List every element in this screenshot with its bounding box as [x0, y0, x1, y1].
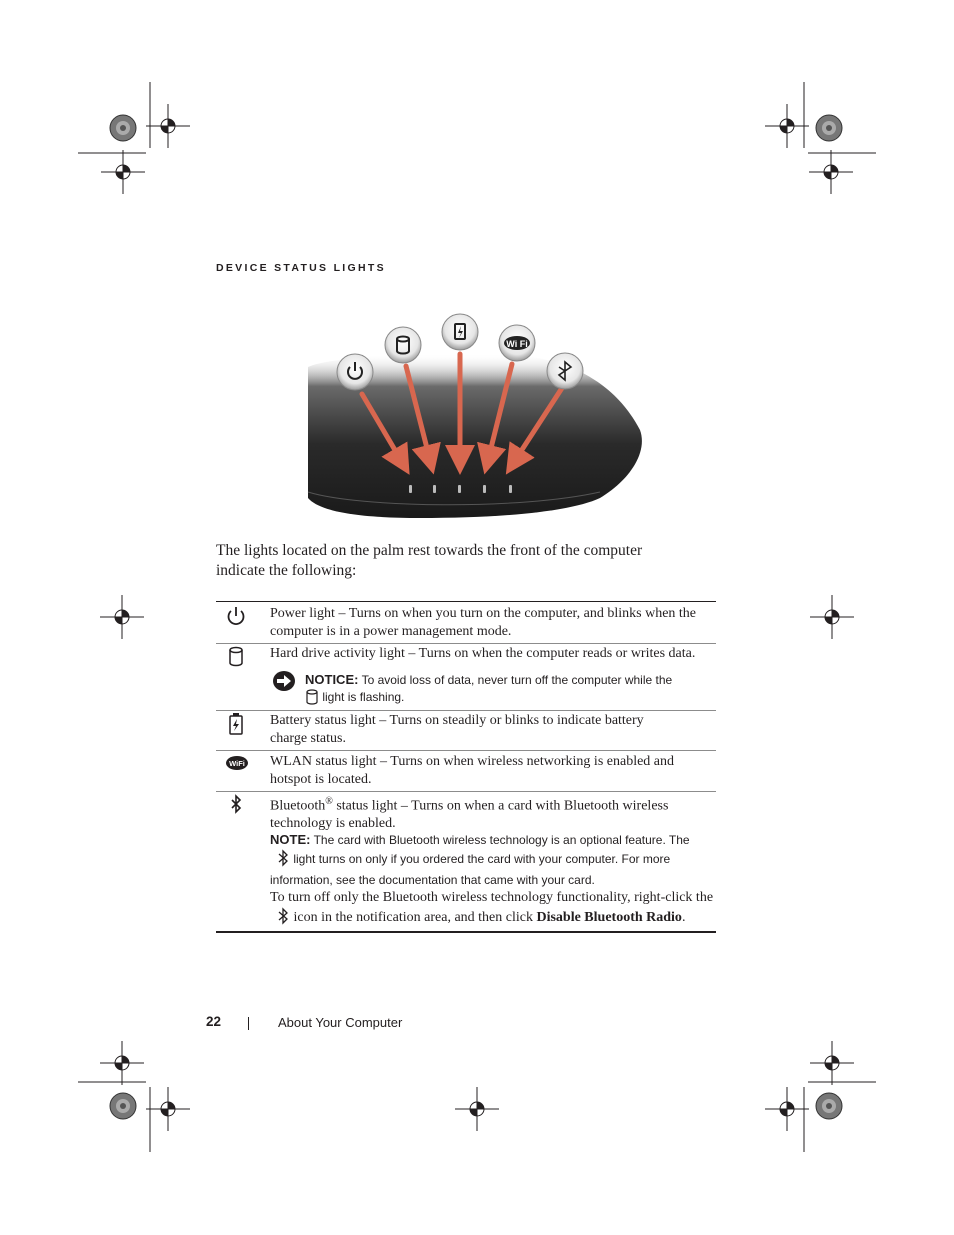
battery-icon	[224, 712, 254, 736]
wlan-light-description: WLAN status light – Turns on when wireless networking is enabled and hotspot is located.	[270, 754, 675, 787]
row-divider	[216, 750, 716, 751]
note-label: NOTE:	[270, 832, 311, 847]
row-divider	[216, 710, 716, 711]
page-number: 22	[206, 1014, 222, 1029]
turnoff-text-continued: icon in the notification area, and then click	[293, 909, 537, 925]
svg-text:WiFi: WiFi	[229, 759, 245, 768]
bluetooth-icon	[276, 907, 290, 931]
note-block	[270, 831, 716, 889]
svg-text:Wi Fi: Wi Fi	[506, 339, 528, 349]
palm-rest-illustration	[300, 312, 650, 524]
turnoff-period: .	[681, 909, 686, 925]
table-bottom-rule	[216, 931, 716, 933]
wifi-icon	[224, 753, 254, 777]
power-icon	[224, 604, 254, 628]
battery-light-description: Battery status light – Turns on steadily or blinks to indicate battery charge status.	[270, 713, 644, 746]
turnoff-text: To turn off only the Bluetooth wireless technology functionality, right-click the	[270, 890, 714, 905]
notice-text: To avoid loss of data, never turn off the computer while the	[361, 673, 673, 687]
intro-paragraph: The lights located on the palm rest towards the front of the computer indicate the following:	[216, 542, 643, 579]
notice-icon	[272, 670, 296, 697]
notice-text-continued: light is flashing.	[322, 690, 405, 704]
notice-block	[305, 671, 715, 710]
notice-label: NOTICE:	[305, 672, 359, 687]
bluetooth-icon	[224, 793, 254, 817]
hard-drive-icon	[224, 645, 254, 669]
footer-separator	[248, 1017, 249, 1030]
registered-mark: ®	[325, 796, 333, 807]
note-text: The card with Bluetooth wireless technology is an optional feature. The	[313, 833, 690, 847]
power-light-description: Power light – Turns on when you turn on the computer, and blinks when the computer is in a power management mode.	[270, 606, 697, 639]
row-divider	[216, 643, 716, 644]
section-heading: DEVICE STATUS LIGHTS	[216, 262, 386, 274]
table-top-rule	[216, 601, 716, 602]
bluetooth-light-description	[270, 793, 700, 833]
bluetooth-turnoff-instructions	[270, 889, 716, 930]
bluetooth-desc-rest: status light – Turns on when a card with Bluetooth wireless technology is enabled.	[270, 798, 669, 832]
disable-bluetooth-radio-command: Disable Bluetooth Radio	[536, 909, 682, 925]
note-text-continued: light turns on only if you ordered the card with your computer. For more information, see the documentation that came with your card.	[270, 852, 671, 887]
bluetooth-icon	[276, 849, 290, 872]
hard-drive-icon	[305, 689, 319, 710]
bluetooth-desc-start: Bluetooth	[270, 798, 326, 814]
hard-drive-light-description: Hard drive activity light – Turns on when the computer reads or writes data.	[270, 646, 696, 661]
footer-section-title: About Your Computer	[278, 1015, 403, 1030]
row-divider	[216, 791, 716, 792]
